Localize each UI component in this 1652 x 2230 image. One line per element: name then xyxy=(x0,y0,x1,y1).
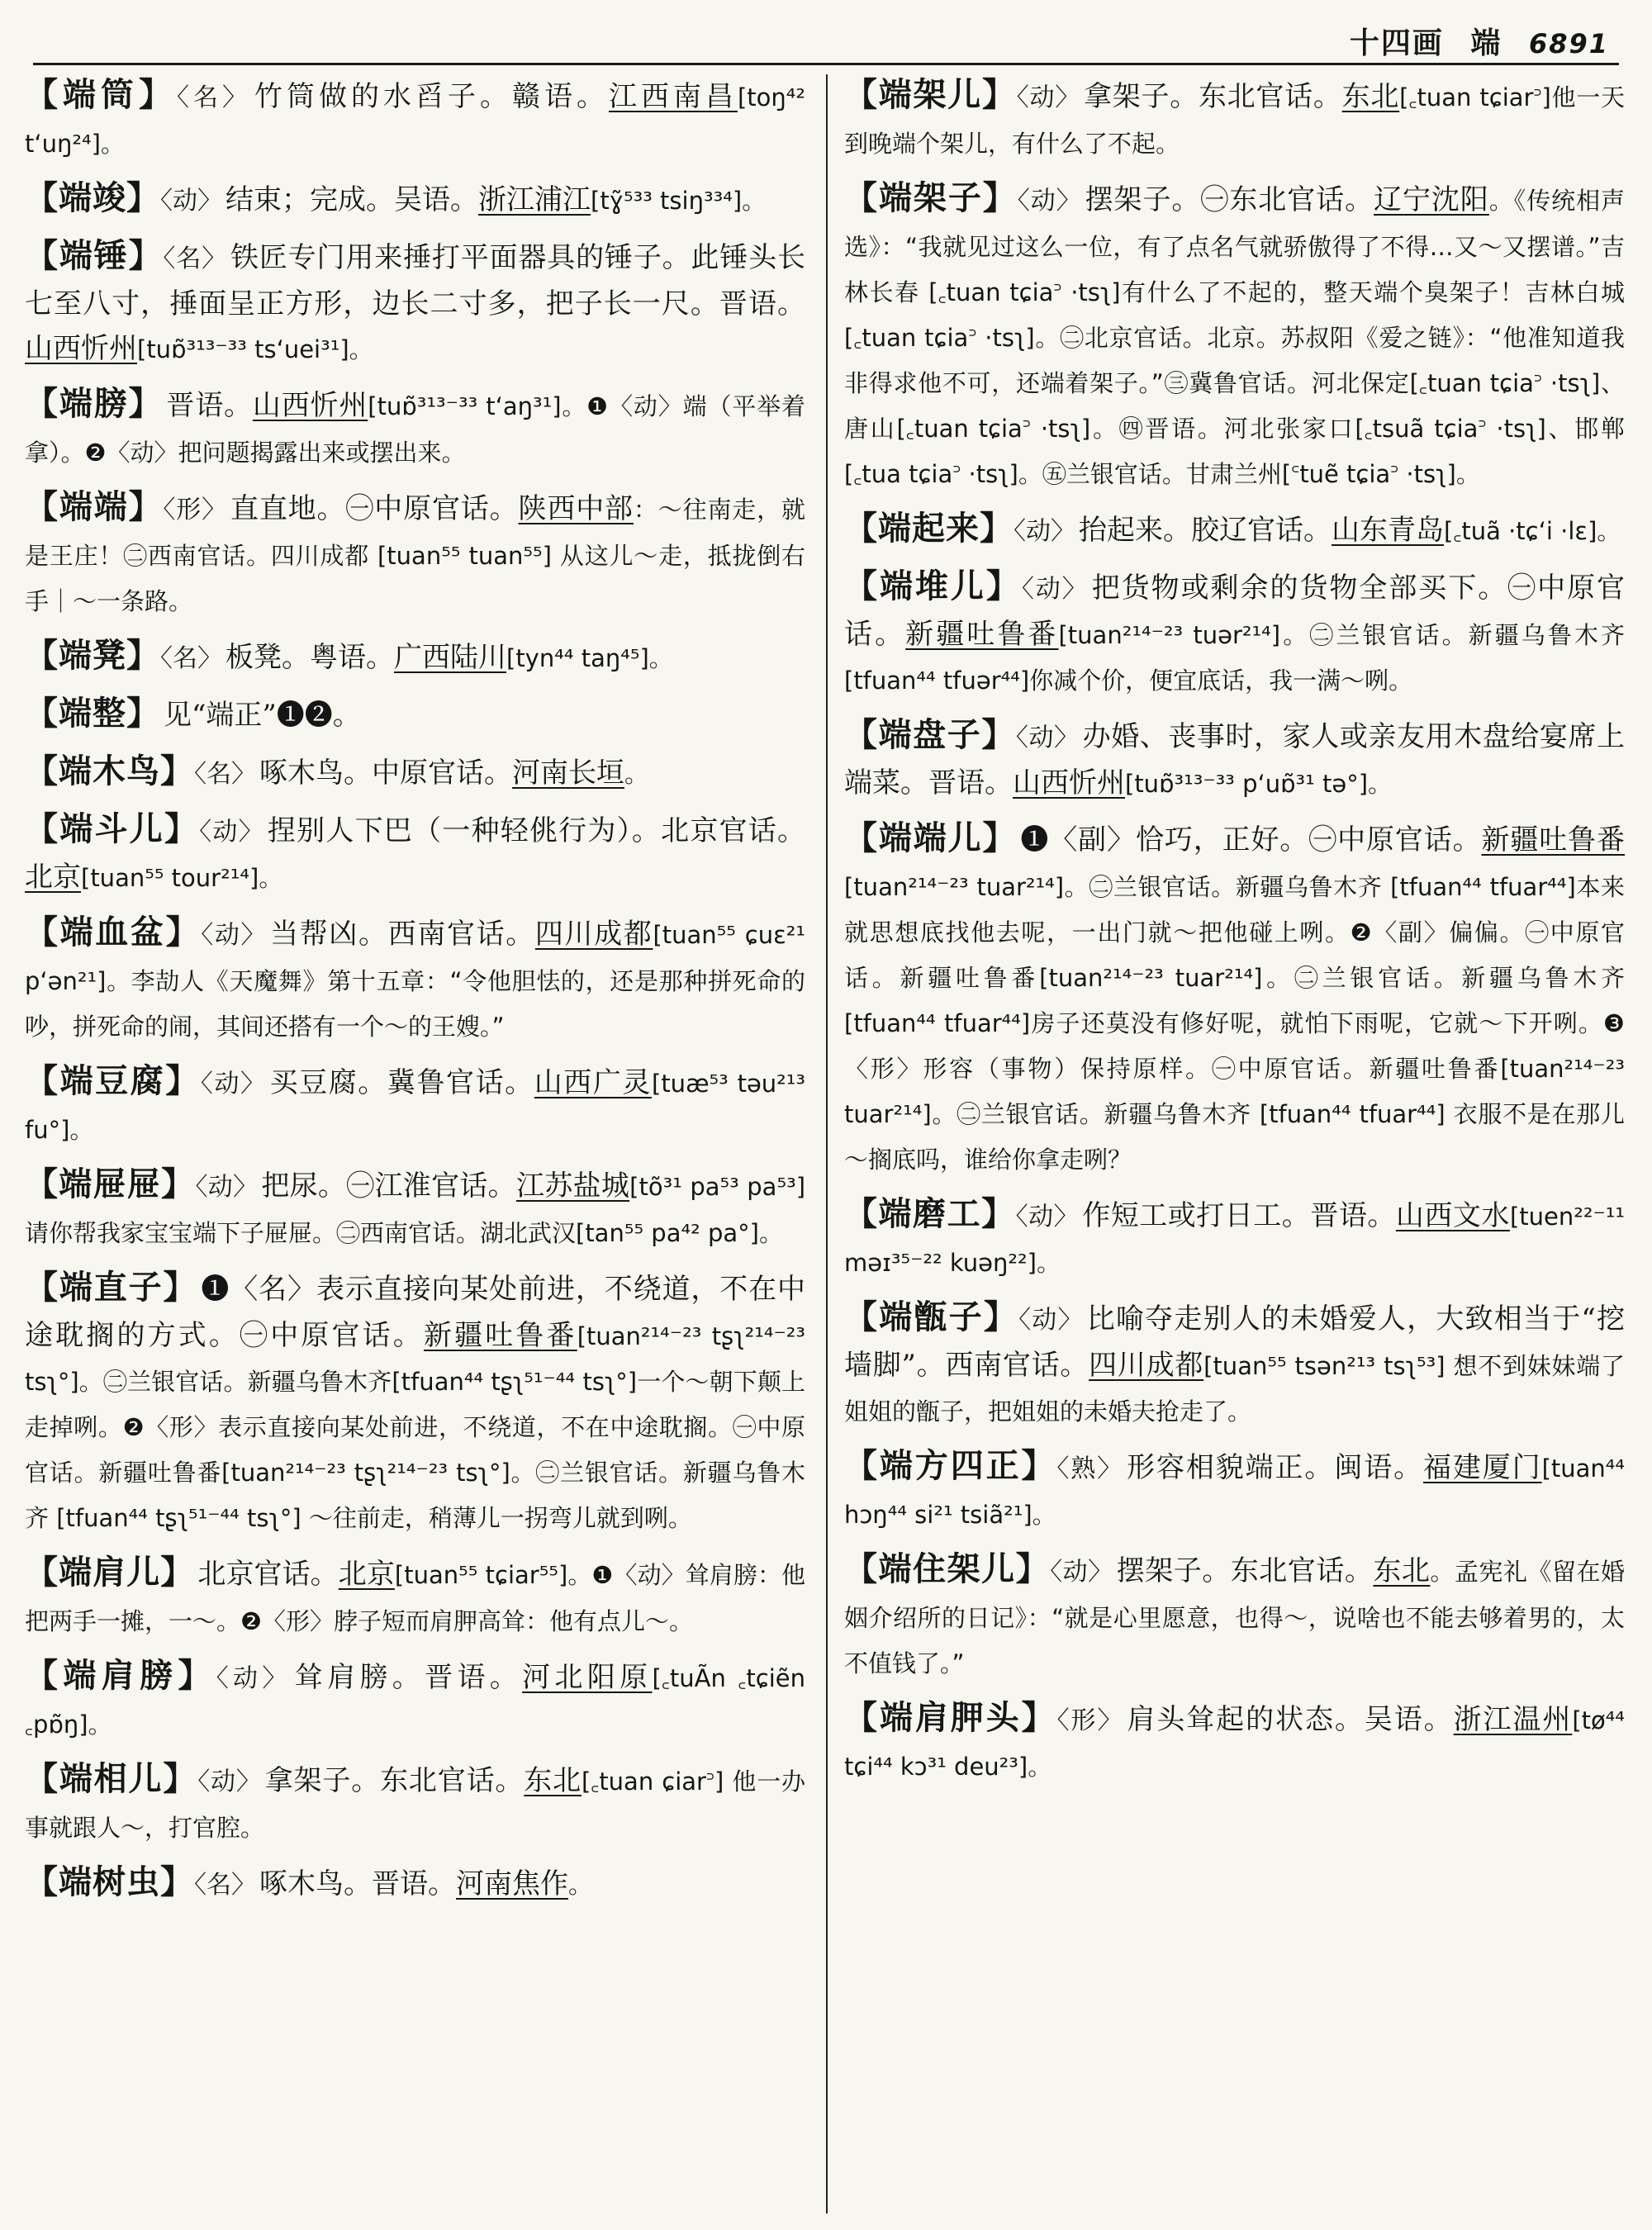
bracket-open: 【 xyxy=(844,1698,880,1737)
bracket-open: 【 xyxy=(25,75,63,114)
bracket-open: 【 xyxy=(25,236,59,275)
bracket-close: 】 xyxy=(128,487,164,526)
part-of-speech: 〈动〉 xyxy=(197,1767,262,1796)
dictionary-entry xyxy=(844,1547,1625,1686)
pronunciation: [꜀tuan tɕiar꜄]他一天到晚端个架儿，有什么了不起。 xyxy=(844,83,1625,158)
bracket-close: 】 xyxy=(160,1862,194,1901)
bracket-open: 【 xyxy=(25,1268,59,1307)
pronunciation: [tõ³¹ pa⁵³ pa⁵³] 请你帮我家宝宝端下子屉屉。㊁西南官话。湖北武汉[tan⁵⁵ pa⁴² pa°]。 xyxy=(25,1173,805,1247)
place-name: 江苏盐城 xyxy=(515,1170,630,1203)
pronunciation: 。孟宪礼《留在婚姻介绍所的日记》：“就是心里愿意，也得～，说啥也不能去够着男的，太不值钱了。” xyxy=(844,1558,1625,1677)
headword: 端竣 xyxy=(59,178,126,217)
pronunciation: [tuɒ̃³¹³⁻³³ tsʻuei³¹]。 xyxy=(137,335,373,363)
dictionary-entry xyxy=(844,713,1625,806)
place-name: 山西忻州 xyxy=(1013,766,1125,799)
headword: 端方四正 xyxy=(879,1446,1022,1485)
dictionary-entry xyxy=(25,910,805,1049)
bracket-close: 】 xyxy=(1021,1446,1057,1485)
place-name: 山西广灵 xyxy=(534,1066,652,1099)
dictionary-entry xyxy=(25,1059,805,1152)
bracket-close: 】 xyxy=(126,694,160,733)
bracket-open: 【 xyxy=(844,1446,880,1485)
pronunciation: ：～往南走，就是王庄！㊁西南官话。四川成都 [tuan⁵⁵ tuan⁵⁵] 从这儿～走，抵拢倒右手｜～一条路。 xyxy=(25,496,805,615)
headword: 端住架儿 xyxy=(878,1549,1016,1588)
pronunciation: 。《传统相声选》：“我就见过这么一位，有了点名气就骄傲得了不得…又～又摆谱。”吉林长春 [꜀tuan tɕia꜄ ·tsʅ]有什么了不起的，整天端个臭架子！吉林白城[꜀tuan tɕia꜄ ·tsʅ]。㊁北京官话。北京。苏叔阳《爱之链》：“他准知道我非得求他不可，还端着架子。”㊂冀鲁官话。河北保定[꜀tuan tɕia꜄ ·tsʅ]、唐山[꜀tuan tɕia꜄ ·tsʅ]。㊃晋语。河北张家口[꜀tsuã tɕia꜄ ·tsʅ]、邯郸[꜀tua tɕia꜄ ·tsʅ]。㊄兰银官话。甘肃兰州[꜂tuẽ tɕia꜄ ·tsʅ]。 xyxy=(844,187,1625,488)
headword: 端磨工 xyxy=(878,1194,982,1233)
definition: 当帮凶。西南官话。 xyxy=(270,918,535,951)
bracket-close: 】 xyxy=(980,509,1014,548)
definition: 办婚、丧事时，家人或亲友用木盘给宴席上端菜。晋语。 xyxy=(844,720,1625,799)
dictionary-entry xyxy=(844,564,1625,703)
bracket-open: 【 xyxy=(844,178,879,217)
definition: 见“端正”❶❷。 xyxy=(164,699,361,732)
part-of-speech: 〈动〉 xyxy=(199,818,264,847)
part-of-speech: 〈动〉 xyxy=(1017,187,1082,216)
dictionary-entry xyxy=(25,73,805,166)
pronunciation: [tuen²²⁻¹¹ məɪ³⁵⁻²² kuəŋ²²]。 xyxy=(844,1203,1625,1277)
page-number: 6891 xyxy=(1528,28,1609,59)
headword: 端肩儿 xyxy=(59,1553,161,1592)
dictionary-entry xyxy=(25,234,805,372)
bracket-close: 】 xyxy=(160,1553,195,1592)
bracket-open: 【 xyxy=(844,818,879,857)
page-header xyxy=(33,15,1619,65)
definition: 摆架子。㊀东北官话。 xyxy=(1085,183,1374,216)
definition: 啄木鸟。晋语。 xyxy=(259,1867,456,1900)
bracket-open: 【 xyxy=(25,1656,64,1695)
place-name: 陕西中部 xyxy=(518,492,634,525)
bracket-open: 【 xyxy=(25,809,60,848)
bracket-close: 】 xyxy=(982,178,1018,217)
place-name: 东北 xyxy=(1341,80,1400,113)
definition: 形容相貌端正。闽语。 xyxy=(1127,1451,1424,1484)
bracket-close: 】 xyxy=(981,715,1016,754)
part-of-speech: 〈名〉 xyxy=(177,83,251,112)
part-of-speech: 〈动〉 xyxy=(1018,1306,1084,1335)
pronunciation: [tuan⁵⁵ tɕiar⁵⁵]。❶〈动〉耸肩膀：他把两手一摊，一～。❷〈形〉脖子短而肩胛高耸：他有点儿～。 xyxy=(25,1561,805,1635)
bracket-close: 】 xyxy=(985,567,1022,605)
headword: 端端 xyxy=(59,487,129,526)
place-name: 山东青岛 xyxy=(1332,514,1444,547)
definition: 直直地。㊀中原官话。 xyxy=(230,492,519,525)
part-of-speech: 〈动〉 xyxy=(1021,575,1089,604)
dictionary-entry xyxy=(25,1860,805,1908)
bracket-close: 】 xyxy=(160,752,194,790)
part-of-speech: 〈形〉 xyxy=(163,496,227,524)
part-of-speech: 〈形〉 xyxy=(1056,1706,1124,1735)
pronunciation: [tø⁴⁴ tɕi⁴⁴ kɔ³¹ deu²³]。 xyxy=(844,1706,1625,1781)
dictionary-entry xyxy=(844,1295,1625,1434)
bracket-close: 】 xyxy=(165,913,202,951)
place-name: 山西文水 xyxy=(1395,1199,1510,1232)
bracket-close: 】 xyxy=(164,809,200,848)
place-name: 河南焦作 xyxy=(456,1867,568,1900)
left-column xyxy=(25,73,805,2212)
part-of-speech: 〈名〉 xyxy=(160,644,222,673)
bracket-close: 】 xyxy=(1021,1698,1057,1737)
pronunciation: [tuɒ̃³¹³⁻³³ pʻuɒ̃³¹ tə°]。 xyxy=(1125,770,1393,798)
place-name: 新疆吐鲁番 xyxy=(905,618,1059,651)
bracket-close: 】 xyxy=(178,1656,216,1695)
dictionary-entry xyxy=(25,807,805,900)
place-name: 山西忻州 xyxy=(25,332,137,365)
part-of-speech: 〈动〉 xyxy=(1015,1203,1080,1231)
part-of-speech: 〈名〉 xyxy=(194,760,256,789)
bracket-close: 】 xyxy=(161,1165,196,1203)
part-of-speech: 〈动〉 xyxy=(216,1664,292,1693)
pronunciation: [tɣ̃⁵³³ tsiŋ³³⁴]。 xyxy=(591,187,767,215)
pronunciation: [tuɒ̃³¹³⁻³³ tʻaŋ³¹]。❶〈动〉端（平举着拿）。❷〈动〉把问题揭露出来或摆出来。 xyxy=(25,392,805,467)
place-name: 东北 xyxy=(524,1764,582,1797)
part-of-speech: 〈动〉 xyxy=(1014,517,1075,546)
pronunciation: [꜀tuan ɕiar꜄] 他一办事就跟人～，打官腔。 xyxy=(25,1767,805,1842)
definition: 晋语。 xyxy=(166,389,253,422)
definition: ❶〈副〉恰巧，正好。㊀中原官话。 xyxy=(1020,823,1482,856)
bracket-open: 【 xyxy=(844,509,878,548)
place-name: 山西忻州 xyxy=(252,389,368,422)
place-name: 浙江温州 xyxy=(1453,1703,1573,1736)
dictionary-entry xyxy=(844,1444,1625,1537)
bracket-close: 】 xyxy=(165,1061,201,1100)
pronunciation: [tuan²¹⁴⁻²³ tuər²¹⁴]。㊁兰银官话。新疆乌鲁木齐 [tfuan⁴⁴ tfuər⁴⁴]你减个价，便宜底话，我一满～咧。 xyxy=(844,621,1625,695)
pronunciation: [tuan²¹⁴⁻²³ tʂʅ²¹⁴⁻²³ tsʅ°]。㊁兰银官话。新疆乌鲁木齐[tfuan⁴⁴ tʂʅ⁵¹⁻⁴⁴ tsʅ°]一个～朝下颠上走掉咧。❷〈形〉表示直接向某处前进，不绕道，不在中途耽搁。㊀中原官话。新疆吐鲁番[tuan²¹⁴⁻²³ tʂʅ²¹⁴⁻²³ tsʅ°]。㊁兰银官话。新疆乌鲁木齐 [tfuan⁴⁴ tʂʅ⁵¹⁻⁴⁴ tsʅ°] ～往前走，稍薄儿一拐弯儿就到咧。 xyxy=(25,1322,805,1532)
bracket-open: 【 xyxy=(844,75,879,114)
part-of-speech: 〈名〉 xyxy=(194,1871,256,1900)
definition: 铁匠专门用来捶打平面器具的锤子。此锤头长七至八寸，捶面呈正方形，边长二寸多，把子长一尺。晋语。 xyxy=(25,241,805,320)
definition: 作短工或打日工。晋语。 xyxy=(1082,1199,1396,1232)
headword: 端端儿 xyxy=(878,818,983,857)
part-of-speech: 〈动〉 xyxy=(1015,724,1080,752)
bracket-open: 【 xyxy=(844,1194,879,1233)
definition: 抬起来。胶辽官话。 xyxy=(1079,514,1332,547)
dictionary-entry xyxy=(844,176,1625,496)
headword: 端屉屉 xyxy=(59,1165,162,1203)
dictionary-entry xyxy=(844,1696,1625,1789)
bracket-close: 】 xyxy=(163,1759,198,1798)
bracket-open: 【 xyxy=(844,1298,880,1336)
right-column xyxy=(844,73,1625,2212)
place-name: 新疆吐鲁番 xyxy=(1481,823,1625,856)
headword: 端盘子 xyxy=(878,715,982,754)
bracket-close: 】 xyxy=(1015,1549,1051,1588)
dictionary-entry xyxy=(844,506,1625,554)
bracket-close: 】 xyxy=(139,75,177,114)
headword: 端甑子 xyxy=(879,1298,984,1336)
dictionary-entry xyxy=(25,749,805,797)
part-of-speech: 〈动〉 xyxy=(201,921,268,950)
bracket-close: 】 xyxy=(983,1298,1019,1336)
place-name: 新疆吐鲁番 xyxy=(423,1319,577,1352)
place-name: 四川成都 xyxy=(1089,1349,1204,1382)
part-of-speech: 〈动〉 xyxy=(195,1173,259,1202)
place-name: 广西陆川 xyxy=(394,641,506,674)
headword: 端木鸟 xyxy=(59,752,160,790)
definition: 拿架子。东北官话。 xyxy=(264,1764,525,1797)
definition: 买豆腐。冀鲁官话。 xyxy=(269,1066,534,1099)
headword: 端血盆 xyxy=(59,913,166,951)
definition: 把货物或剩余的货物全部买下。㊀中原官话。 xyxy=(844,572,1625,651)
pronunciation: [tuan⁵⁵ tour²¹⁴]。 xyxy=(81,864,283,892)
column-divider xyxy=(826,74,828,2213)
header-char: 端 xyxy=(1470,26,1502,60)
section-label: 十四画 xyxy=(1349,26,1444,60)
headword: 端直子 xyxy=(59,1268,164,1307)
bracket-open: 【 xyxy=(25,694,59,733)
bracket-close: 】 xyxy=(128,236,164,275)
part-of-speech: 〈动〉 xyxy=(1050,1558,1113,1587)
headword: 端肩胛头 xyxy=(879,1698,1022,1737)
bracket-close: 】 xyxy=(982,818,1018,857)
pronunciation: 。 xyxy=(624,760,649,788)
headword: 端堆儿 xyxy=(879,567,986,605)
place-name: 河南长垣 xyxy=(512,757,624,790)
bracket-close: 】 xyxy=(163,1268,198,1307)
pronunciation: 。 xyxy=(568,1871,593,1899)
dictionary-entry xyxy=(844,1192,1625,1285)
definition: 把尿。㊀江淮官话。 xyxy=(261,1170,516,1203)
pronunciation: [tuan⁵⁵ tsən²¹³ tsʅ⁵³] 想不到妹妹端了姐姐的甑子，把姐姐的未婚夫抢走了。 xyxy=(844,1352,1625,1426)
dictionary-entry xyxy=(25,1265,805,1540)
pronunciation: [tuan⁵⁵ ɕuɛ²¹ pʻən²¹]。李劼人《天魔舞》第十五章：“令他胆怯的，还是那种拼死命的吵，拼死命的闹，其间还搭有一个～的王嫂。” xyxy=(25,921,805,1041)
bracket-open: 【 xyxy=(25,1862,59,1901)
bracket-open: 【 xyxy=(25,1061,60,1100)
definition: 结束；完成。吴语。 xyxy=(225,183,478,216)
dictionary-entry xyxy=(25,176,805,224)
headword: 端筒 xyxy=(63,75,139,114)
dictionary-entry xyxy=(844,73,1625,166)
definition: 竹筒做的水舀子。赣语。 xyxy=(254,80,609,113)
pronunciation: [꜀tuã ·tɕʻi ·lɛ]。 xyxy=(1444,517,1621,545)
place-name: 浙江浦江 xyxy=(478,183,591,216)
definition: 摆架子。东北官话。 xyxy=(1116,1554,1374,1587)
bracket-open: 【 xyxy=(25,487,59,526)
dictionary-entry xyxy=(25,1162,805,1255)
place-name: 东北 xyxy=(1373,1554,1431,1587)
pronunciation: [꜀tuÃn ꜀tɕiẽn ꜀pɒ̃ŋ]。 xyxy=(25,1664,805,1739)
bracket-open: 【 xyxy=(844,1549,879,1588)
part-of-speech: 〈熟〉 xyxy=(1056,1454,1124,1483)
pronunciation: [tuan²¹⁴⁻²³ tuar²¹⁴]。㊁兰银官话。新疆乌鲁木齐 [tfuan⁴⁴ tfuar⁴⁴]本来就思想底找他去呢，一出门就～把他碰上咧。❷〈副〉偏偏。㊀中原官话。新疆吐鲁番[tuan²¹⁴⁻²³ tuar²¹⁴]。㊁兰银官话。新疆乌鲁木齐[tfuan⁴⁴ tfuar⁴⁴]房子还莫没有修好呢，就怕下雨呢，它就～下开咧。❸〈形〉形容（事物）保持原样。㊀中原官话。新疆吐鲁番[tuan²¹⁴⁻²³ tuar²¹⁴]。㊁兰银官话。新疆乌鲁木齐 [tfuan⁴⁴ tfuar⁴⁴] 衣服不是在那儿～搁底吗，谁给你拿走咧？ xyxy=(844,873,1625,1174)
headword: 端起来 xyxy=(878,509,980,548)
headword: 端树虫 xyxy=(59,1862,160,1901)
bracket-open: 【 xyxy=(25,1759,59,1798)
definition: 肩头耸起的状态。吴语。 xyxy=(1127,1703,1454,1736)
headword: 端架儿 xyxy=(878,75,982,114)
definition: 耸肩膀。晋语。 xyxy=(294,1661,523,1694)
dictionary-entry xyxy=(25,1550,805,1644)
headword: 端锤 xyxy=(59,236,129,275)
place-name: 福建厦门 xyxy=(1423,1451,1542,1484)
bracket-close: 】 xyxy=(981,75,1017,114)
dictionary-entry xyxy=(25,485,805,624)
place-name: 江西南昌 xyxy=(608,80,738,113)
pronunciation: [tuæ⁵³ təu²¹³ fu°]。 xyxy=(25,1070,805,1144)
bracket-close: 】 xyxy=(126,636,160,675)
bracket-open: 【 xyxy=(25,1165,59,1203)
pronunciation: [tuan⁴⁴ hɔŋ⁴⁴ si²¹ tsiã²¹]。 xyxy=(844,1454,1625,1529)
pronunciation: [tyn⁴⁴ taŋ⁴⁵]。 xyxy=(506,644,673,672)
place-name: 辽宁沈阳 xyxy=(1374,183,1489,216)
definition: ❶〈名〉表示直接向某处前进，不绕道，不在中途耽搁的方式。㊀中原官话。 xyxy=(25,1273,805,1352)
definition: 北京官话。 xyxy=(197,1558,339,1591)
bracket-open: 【 xyxy=(25,636,59,675)
headword: 端相儿 xyxy=(59,1759,164,1798)
bracket-close: 】 xyxy=(126,178,160,217)
bracket-open: 【 xyxy=(25,752,59,790)
dictionary-entry xyxy=(844,816,1625,1182)
headword: 端斗儿 xyxy=(59,809,164,848)
headword: 端凳 xyxy=(59,636,126,675)
bracket-open: 【 xyxy=(25,1553,59,1592)
part-of-speech: 〈动〉 xyxy=(160,187,222,216)
headword: 端豆腐 xyxy=(59,1061,166,1100)
part-of-speech: 〈动〉 xyxy=(200,1070,267,1098)
definition: 比喻夺走别人的未婚爱人，大致相当于“挖墙脚”。西南官话。 xyxy=(844,1302,1625,1382)
definition: 捏别人下巴（一种轻佻行为）。北京官话。 xyxy=(267,814,805,847)
header-info xyxy=(1335,20,1609,62)
place-name: 河北阳原 xyxy=(522,1661,653,1694)
bracket-open: 【 xyxy=(844,567,880,605)
definition: 板凳。粤语。 xyxy=(225,641,394,674)
place-name: 四川成都 xyxy=(534,918,653,951)
dictionary-entry xyxy=(25,1654,805,1747)
bracket-open: 【 xyxy=(25,178,59,217)
place-name: 北京 xyxy=(25,861,81,894)
bracket-open: 【 xyxy=(25,384,59,423)
definition: 拿架子。东北官话。 xyxy=(1083,80,1342,113)
pronunciation: [toŋ⁴² tʻuŋ²⁴]。 xyxy=(25,83,805,158)
bracket-close: 】 xyxy=(981,1194,1016,1233)
headword: 端肩膀 xyxy=(63,1656,178,1695)
dictionary-entry xyxy=(25,1757,805,1850)
bracket-open: 【 xyxy=(844,715,879,754)
part-of-speech: 〈名〉 xyxy=(163,244,227,273)
place-name: 北京 xyxy=(338,1558,395,1591)
part-of-speech: 〈动〉 xyxy=(1016,83,1080,112)
headword: 端架子 xyxy=(878,178,983,217)
dictionary-entry xyxy=(25,691,805,739)
dictionary-entry xyxy=(25,382,805,475)
bracket-close: 】 xyxy=(128,384,164,423)
definition: 啄木鸟。中原官话。 xyxy=(259,757,512,790)
bracket-open: 【 xyxy=(25,913,60,951)
headword: 端整 xyxy=(59,694,126,733)
headword: 端膀 xyxy=(59,384,129,423)
dictionary-entry xyxy=(25,633,805,681)
